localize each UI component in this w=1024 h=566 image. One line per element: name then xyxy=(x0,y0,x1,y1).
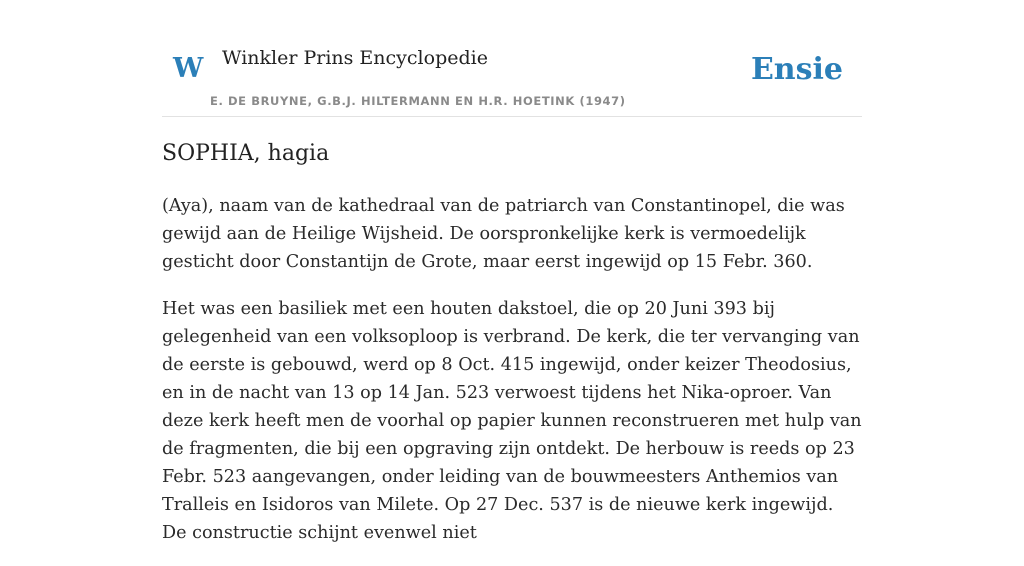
article-paragraph: (Aya), naam van de kathedraal van de patriarch van Constantinopel, die was gewijd aan de Heilige Wijsheid. De oorspronkelijke kerk is vermoedelijk gesticht door Constantijn de Grote, maar eerst ingewijd op 15 Febr. 360. xyxy=(162,196,845,272)
publication-authors: E. DE BRUYNE, G.B.J. HILTERMANN EN H.R. HOETINK (1947) xyxy=(210,94,626,108)
article-title: SOPHIA, hagia xyxy=(162,141,330,166)
publication-logo[interactable]: W xyxy=(173,53,204,84)
publication-title[interactable]: Winkler Prins Encyclopedie xyxy=(222,47,488,69)
article-body xyxy=(162,192,862,566)
site-header xyxy=(162,0,862,117)
brand-logo[interactable]: Ensie xyxy=(750,52,843,87)
article-paragraph: Het was een basiliek met een houten dakstoel, die op 20 Juni 393 bij gelegenheid van een volksoploop is verbrand. De kerk, die ter vervanging van de eerste is gebouwd, werd op 8 Oct. 415 ingewijd, onder keizer Theodosius, en in de nacht van 13 op 14 Jan. 523 verwoest tijdens het Nika-oproer. Van deze kerk heeft men de voorhal op papier kunnen reconstrueren met hulp van de fragmenten, die bij een opgraving zijn ontdekt. De herbouw is reeds op 23 Febr. 523 aangevangen, onder leiding van de bouwmeesters Anthemios van Tralleis en Isidoros van Milete. Op 27 Dec. 537 is de nieuwe kerk ingewijd. De constructie schijnt evenwel niet xyxy=(162,299,862,543)
